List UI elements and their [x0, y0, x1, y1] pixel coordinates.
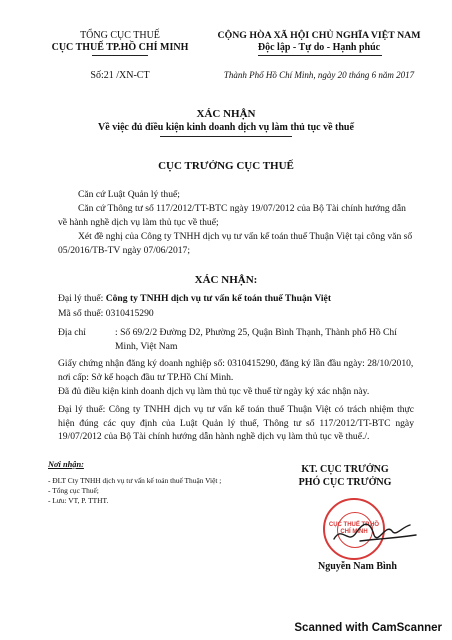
signer-role: KT. CỤC TRƯỞNG — [301, 464, 389, 475]
signer-title: PHÓ CỤC TRƯỞNG — [298, 477, 392, 488]
tax-code-line — [58, 307, 154, 321]
signer-name: Nguyễn Nam Bình — [318, 561, 397, 572]
recipient-item: - Tổng cục Thuế; — [48, 486, 99, 495]
recipient-item: - Lưu: VT, P. TTHT. — [48, 496, 109, 505]
national-title: CỘNG HÒA XÃ HỘI CHỦ NGHĨA VIỆT NAM — [217, 30, 421, 41]
agent-label: Đại lý thuế: — [58, 293, 104, 304]
recipients-label: Nơi nhận: — [48, 460, 84, 469]
agent-line — [58, 292, 331, 306]
subject-underline — [160, 136, 292, 137]
recipient-item: - ĐLT Cty TNHH dịch vụ tư vấn kế toán thuế Thuận Việt ; — [48, 476, 222, 485]
document-subject: Về việc đủ điều kiện kinh doanh dịch vụ làm thủ tục về thuế — [98, 122, 354, 133]
header-right-divider — [258, 55, 382, 56]
address-label: Địa chỉ — [58, 327, 86, 338]
agent-name: Công ty TNHH dịch vụ tư vấn kế toán thuế Thuận Việt — [105, 293, 332, 304]
basis-circular: Căn cứ Thông tư số 117/2012/TT-BTC ngày 19/07/2012 của Bộ Tài chính hướng dẫn về hành nghề dịch vụ làm thủ tục về thuế; — [58, 203, 406, 228]
issue-date: Thành Phố Hồ Chí Minh, ngày 20 tháng 6 năm 2017 — [223, 70, 415, 80]
eligibility-statement: Đã đủ điều kiện kinh doanh dịch vụ làm thủ tục về thuế từ ngày ký xác nhận này. — [58, 386, 370, 397]
basis-request: Xét đề nghị của Công ty TNHH dịch vụ tư vấn kế toán thuế Thuận Việt tại công văn số 05/2016/TB-TV ngày 07/06/2017; — [58, 231, 413, 256]
registration-certificate: Giấy chứng nhận đăng ký doanh nghiệp số: 0310415290, đăng ký lần đầu ngày: 28/10/2010, nơi cấp: Sở kế hoạch đầu tư TP.Hồ Chí Minh. — [58, 358, 414, 383]
scanner-watermark: Scanned with CamScanner — [294, 622, 442, 634]
handwritten-signature — [330, 505, 420, 555]
basis-law: Căn cứ Luật Quản lý thuế; — [78, 189, 180, 200]
issuing-authority: CỤC TRƯỞNG CỤC THUẾ — [158, 160, 294, 172]
tax-code-value: 0310415290 — [105, 308, 154, 319]
agency-name: TỔNG CỤC THUẾ — [80, 30, 160, 41]
office-name: CỤC THUẾ TP.HỒ CHÍ MINH — [51, 42, 189, 53]
national-motto: Độc lập - Tự do - Hạnh phúc — [257, 42, 381, 53]
responsibility-statement: Đại lý thuế: Công ty TNHH dịch vụ tư vấn kế toán thuế Thuận Việt có trách nhiệm thực hiện đúng các quy định của Luật Quản lý thuế, Thông tư số 117/2012/TT-BTC ngày 19/07/2012 của Bộ Tài chính hướng dẫn hành nghề dịch vụ làm thủ tục về thuế./. — [58, 404, 414, 442]
confirm-heading: XÁC NHẬN: — [194, 274, 258, 286]
document-title: XÁC NHẬN — [196, 108, 256, 120]
header-left-divider — [92, 55, 148, 56]
address-value: : Số 69/2/2 Đường D2, Phường 25, Quận Bình Thạnh, Thành phố Hồ Chí Minh, Việt Nam — [115, 327, 397, 352]
tax-code-label: Mã số thuế: — [58, 308, 104, 319]
seal-text: CỤC THUẾ TP.HỒ CHÍ MINH — [328, 522, 380, 535]
reference-number: Số:21 /XN-CT — [90, 70, 150, 81]
